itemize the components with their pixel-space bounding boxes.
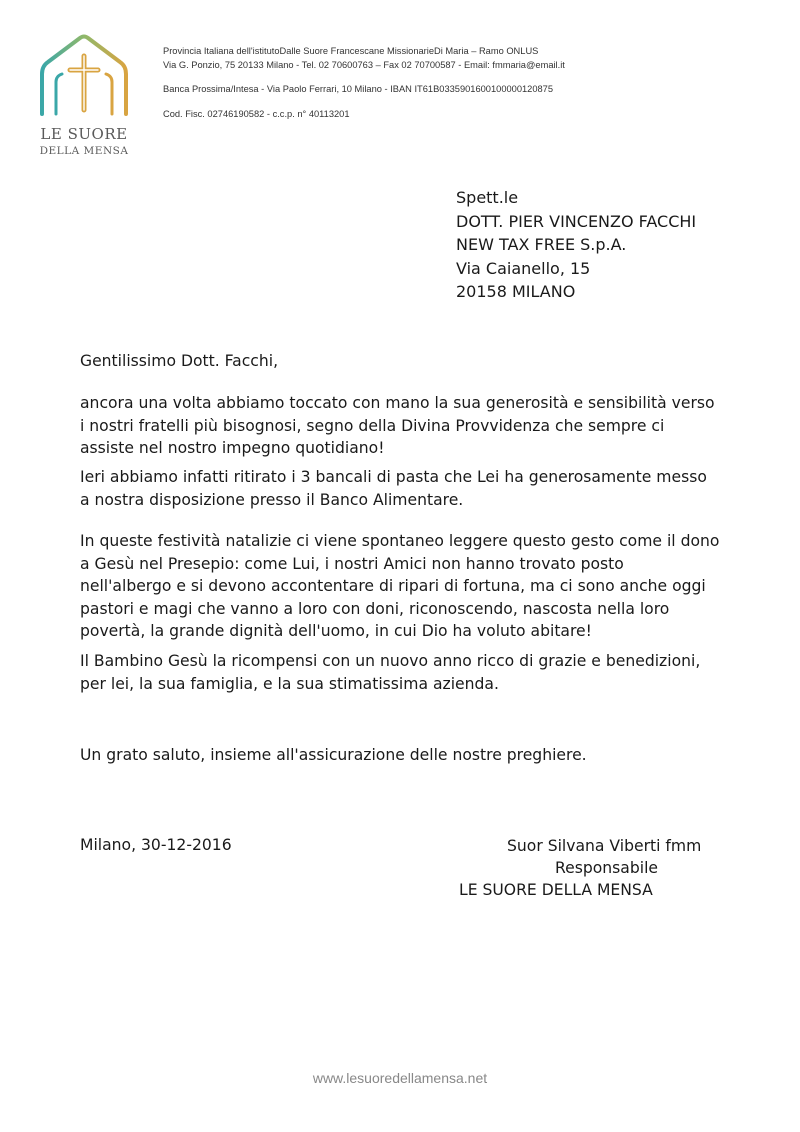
signature-role: Responsabile [555,859,659,877]
logo-subtitle: DELLA MENSA [39,145,129,157]
recipient-line: Spett.le [456,188,519,207]
letterhead-line-2: Via G. Ponzio, 75 20133 Milano - Tel. 02 70600763 – Fax 02 70700587 - Email: fmmaria@email.it [163,60,565,70]
paragraph-line: a Gesù nel Presepio: come Lui, i nostri Amici non hanno trovato posto [80,554,624,573]
logo-title: LE SUORE [40,125,128,143]
paragraph-line: a nostra disposizione presso il Banco Alimentare. [80,490,464,509]
paragraph-line: pastori e magi che vanno a loro con doni, riconoscendo, nascosta nella loro [80,599,670,618]
recipient-line: NEW TAX FREE S.p.A. [456,235,627,254]
paragraph-line: per lei, la sua famiglia, e la sua stimatissima azienda. [80,674,499,693]
footer-website: www.lesuoredellamensa.net [312,1070,488,1086]
paragraph-line: ancora una volta abbiamo toccato con mano la sua generosità e sensibilità verso [80,394,715,412]
paragraph-line: povertà, la grande dignità dell'uomo, in cui Dio ha voluto abitare! [80,622,592,640]
salutation-text: Gentilissimo Dott. Facchi, [80,352,279,370]
closing [80,744,740,767]
letterhead-line-4: Cod. Fisc. 02746190582 - c.c.p. n° 40113201 [163,109,350,119]
recipient-address [456,186,696,304]
signature-org: LE SUORE DELLA MENSA [459,881,653,899]
recipient-line: Via Caianello, 15 [456,258,591,278]
paragraph-line: nell'albergo e si devono accontentare di ripari di fortuna, ma ci sono anche oggi [80,577,706,595]
letterhead-line-3: Banca Prossima/Intesa - Via Paolo Ferrari, 10 Milano - IBAN IT61B0335901600100000120875 [163,84,554,94]
paragraph-line: In queste festività natalizie ci viene spontaneo leggere questo gesto come il dono [80,532,720,550]
paragraph-line: Il Bambino Gesù la ricompensi con un nuovo anno ricco di grazie e benedizioni, [80,652,701,670]
paragraph-line: i nostri fratelli più bisognosi, segno della Divina Provvidenza che sempre ci [80,416,665,435]
letterhead-line-1: Provincia Italiana dell'istitutoDalle Suore Francescane MissionarieDi Maria – Ramo ONLUS [163,46,539,56]
signature-name: Suor Silvana Viberti fmm [507,837,702,855]
paragraph-line: Ieri abbiamo infatti ritirato i 3 bancali di pasta che Lei ha generosamente messo [80,468,707,486]
place-date: Milano, 30-12-2016 [80,836,232,854]
paragraph-2 [80,466,740,511]
salutation [80,350,740,373]
paragraph-4 [80,650,740,695]
recipient-line: 20158 MILANO [456,282,576,301]
closing-text: Un grato saluto, insieme all'assicurazione delle nostre preghiere. [80,746,587,764]
paragraph-line: assiste nel nostro impegno quotidiano! [80,439,385,457]
house-cross-icon [34,30,134,122]
paragraph-1 [80,392,740,460]
recipient-line: DOTT. PIER VINCENZO FACCHI [456,211,697,231]
paragraph-3 [80,530,740,643]
logo [28,30,140,160]
